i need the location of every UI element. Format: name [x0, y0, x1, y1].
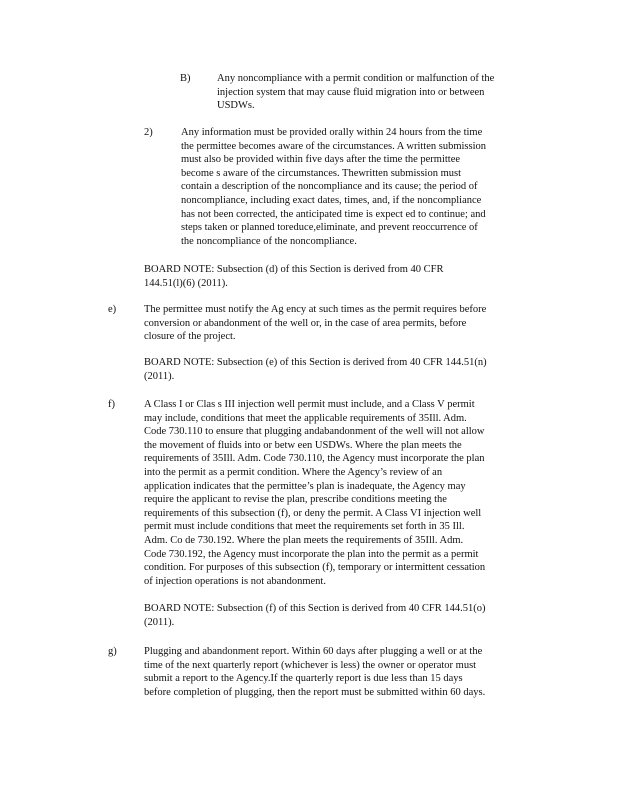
item-text-g	[144, 645, 536, 699]
item-text-2	[181, 126, 531, 248]
text-line: Code 730.192, the Agency must incorporate the plan into the permit as a permit	[144, 548, 479, 560]
text-line: A Class I or Clas s III injection well permit must include, and a Class V permit	[144, 399, 475, 410]
text-line: injection system that may cause fluid migration into or between	[217, 86, 485, 98]
text-line: become s aware of the circumstances. Thewritten submission must	[181, 167, 462, 179]
text-line: steps taken or planned toreduce,eliminate, and prevent reoccurrence of	[181, 222, 478, 234]
board-note-e	[144, 356, 536, 383]
text-line: condition. For purposes of this subsection (f), temporary or intermittent cessation	[144, 562, 486, 574]
text-line: The permittee must notify the Ag ency at such times as the permit requires before	[144, 304, 487, 315]
item-text-b	[217, 72, 535, 113]
text-line: 144.51(l)(6) (2011).	[144, 277, 228, 289]
text-line: requirements of this subsection (f), or deny the permit. A Class VI injection well	[144, 507, 482, 519]
text-line: has not been corrected, the anticipated time is expect ed to continue; and	[181, 208, 486, 220]
text-line: closure of the project.	[144, 331, 236, 343]
text-line: the noncompliance of the noncompliance.	[181, 235, 357, 247]
item-text-f	[144, 398, 536, 588]
text-line: BOARD NOTE: Subsection (f) of this Section is derived from 40 CFR 144.51(o)	[144, 603, 486, 614]
text-line: contain a description of the noncompliance and its cause; the period of	[181, 181, 478, 193]
text-line: application indicates that the permittee’s plan is inadequate, the Agency may	[144, 480, 466, 492]
text-line: before completion of plugging, then the report must be submitted within 60 days.	[144, 686, 486, 698]
text-line: Adm. Co de 730.192. Where the plan meets the requirements of 35Ill. Adm.	[144, 534, 464, 546]
text-line: noncompliance, including exact dates, times, and, if the noncompliance	[181, 194, 482, 206]
item-marker-g: g)	[108, 646, 117, 657]
text-line: time of the next quarterly report (whichever is less) the owner or operator must	[144, 659, 477, 671]
board-note-d	[144, 263, 474, 290]
text-line: Plugging and abandonment report. Within 60 days after plugging a well or at the	[144, 646, 483, 657]
item-marker-e: e)	[108, 304, 117, 315]
text-line: conversion or abandonment of the well or, in the case of area permits, before	[144, 317, 467, 329]
text-line: must also be provided within five days after the time the permittee	[181, 154, 461, 166]
text-line: permit must include conditions that meet the requirements set forth in 35 Ill.	[144, 521, 465, 533]
text-line: Any noncompliance with a permit condition or malfunction of the	[217, 73, 495, 84]
text-line: require the applicant to revise the plan, prescribe conditions meeting the	[144, 494, 447, 506]
text-line: Code 730.110 to ensure that plugging andabandonment of the well will not allow	[144, 426, 485, 438]
text-line: submit a report to the Agency.If the quarterly report is due less than 15 days	[144, 673, 463, 685]
text-line: the permittee becomes aware of the circumstances. A written submission	[181, 140, 486, 152]
item-marker-b: B)	[180, 73, 191, 84]
text-line: USDWs.	[217, 100, 255, 112]
text-line: BOARD NOTE: Subsection (d) of this Section is derived from 40 CFR	[144, 264, 444, 275]
text-line: the movement of fluids into or betw een USDWs. Where the plan meets the	[144, 439, 462, 451]
text-line: into the permit as a permit condition. Where the Agency’s review of an	[144, 466, 443, 478]
text-line: Any information must be provided orally within 24 hours from the time	[181, 127, 483, 138]
text-line: (2011).	[144, 616, 175, 628]
text-line: (2011).	[144, 370, 175, 382]
text-line: BOARD NOTE: Subsection (e) of this Section is derived from 40 CFR 144.51(n)	[144, 357, 487, 368]
text-line: requirements of 35Ill. Adm. Code 730.110, the Agency must incorporate the plan	[144, 453, 485, 465]
item-text-e	[144, 303, 536, 344]
text-line: may include, conditions that meet the applicable requirements of 35Ill. Adm.	[144, 412, 467, 424]
text-line: of injection operations is not abandonment.	[144, 575, 326, 587]
board-note-f	[144, 602, 536, 629]
item-marker-2: 2)	[144, 127, 153, 138]
item-marker-f: f)	[108, 399, 115, 410]
